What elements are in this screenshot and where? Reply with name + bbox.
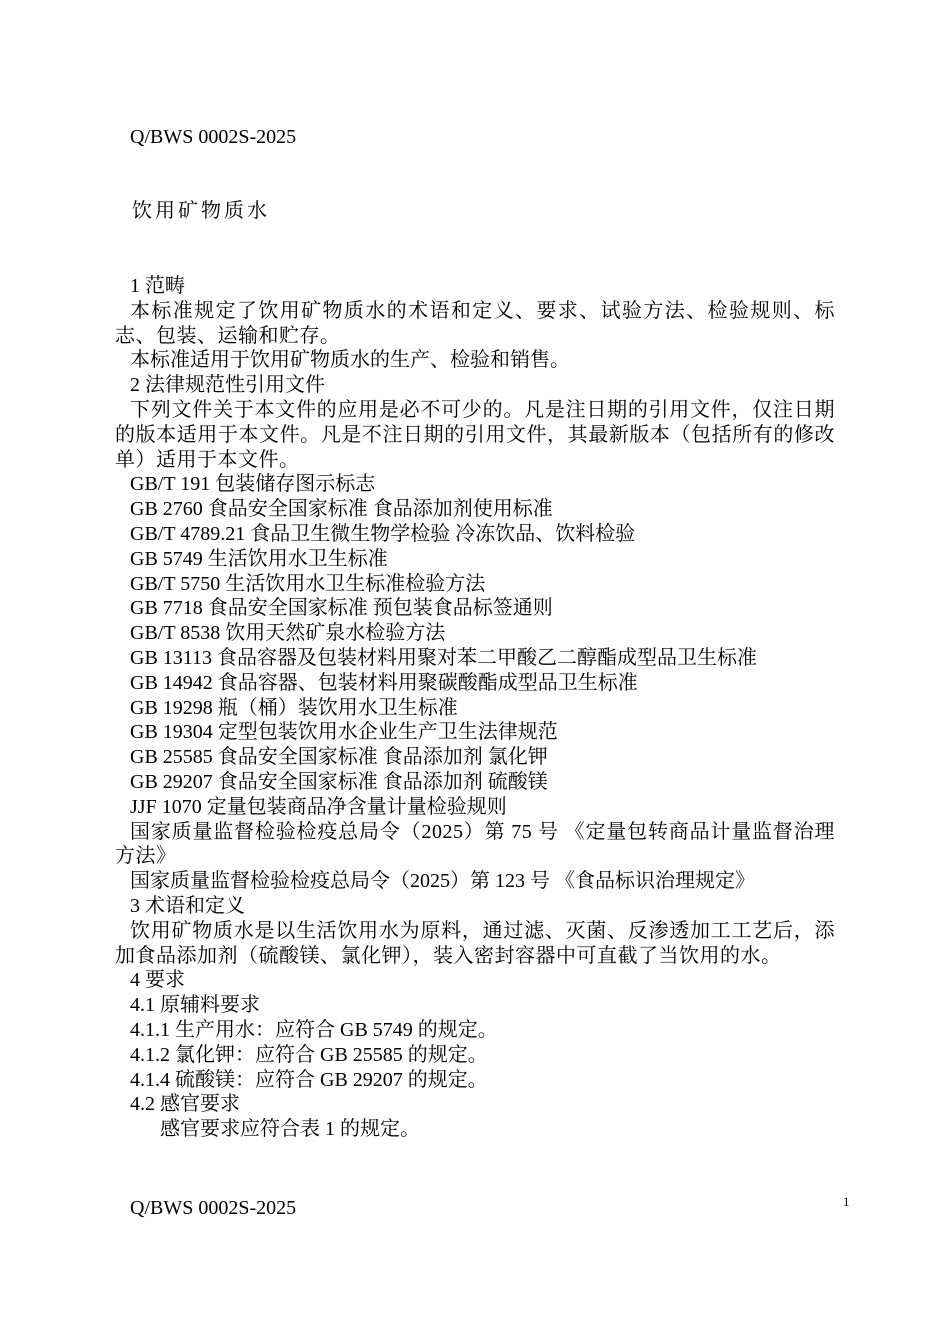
subsection-heading-raw-materials: 4.1 原辅料要求 xyxy=(130,994,260,1017)
reference-item: JJF 1070 定量包装商品净含量计量检验规则 xyxy=(130,795,507,818)
reference-item: GB/T 4789.21 食品卫生微生物学检验 冷冻饮品、饮料检验 xyxy=(130,522,636,545)
reference-item: GB 5749 生活饮用水卫生标准 xyxy=(130,547,388,570)
reference-item: GB 7718 食品安全国家标准 预包装食品标签通则 xyxy=(130,597,553,620)
document-body xyxy=(115,274,835,1142)
terms-definition-paragraph: 饮用矿物质水是以生活饮用水为原料，通过滤、灭菌、反渗透加工工艺后，添加食品添加剂（硫酸镁、氯化钾），装入密封容器中可直截了当饮用的水。 xyxy=(115,919,835,967)
requirement-item: 4.1.4 硫酸镁：应符合 GB 29207 的规定。 xyxy=(130,1068,488,1091)
section-heading-terms: 3 术语和定义 xyxy=(130,894,245,917)
reference-item: GB 19298 瓶（桶）装饮用水卫生标准 xyxy=(130,696,458,719)
reference-item: GB 14942 食品容器、包装材料用聚碳酸酯成型品卫生标准 xyxy=(130,671,638,694)
subsection-heading-sensory: 4.2 感官要求 xyxy=(130,1093,240,1116)
references-intro-paragraph: 下列文件关于本文件的应用是必不可少的。凡是注日期的引用文件，仅注日期的版本适用于本文件。凡是不注日期的引用文件，其最新版本（包括所有的修改单）适用于本文件。 xyxy=(115,398,835,471)
reference-item: GB 19304 定型包装饮用水企业生产卫生法律规范 xyxy=(130,721,558,744)
section-heading-requirements: 4 要求 xyxy=(130,969,185,992)
reference-item: GB 13113 食品容器及包装材料用聚对苯二甲酸乙二醇酯成型品卫生标准 xyxy=(130,646,758,669)
document-title: 饮用矿物质水 xyxy=(132,200,270,222)
sensory-requirement-text: 感官要求应符合表 1 的规定。 xyxy=(160,1118,420,1141)
reference-item: GB 2760 食品安全国家标准 食品添加剂使用标准 xyxy=(130,498,553,521)
reference-item-decree-123: 国家质量监督检验检疫总局令（2025）第 123 号 《食品标识治理规定》 xyxy=(130,870,755,893)
reference-item: GB/T 8538 饮用天然矿泉水检验方法 xyxy=(130,622,446,645)
section-heading-references: 2 法律规范性引用文件 xyxy=(130,374,325,397)
requirement-item: 4.1.2 氯化钾：应符合 GB 25585 的规定。 xyxy=(130,1043,488,1066)
reference-item: GB 25585 食品安全国家标准 食品添加剂 氯化钾 xyxy=(130,746,548,769)
page-number: 1 xyxy=(843,1194,850,1209)
reference-item: GB/T 191 包装储存图示标志 xyxy=(130,473,376,496)
reference-item: GB/T 5750 生活饮用水卫生标准检验方法 xyxy=(130,572,486,595)
standard-code-footer: Q/BWS 0002S-2025 xyxy=(130,1197,297,1219)
standard-code-header: Q/BWS 0002S-2025 xyxy=(130,126,297,148)
section-heading-scope: 1 范畴 xyxy=(130,275,185,297)
scope-paragraph-2: 本标准适用于饮用矿物质水的生产、检验和销售。 xyxy=(130,349,570,372)
scope-paragraph-1: 本标准规定了饮用矿物质水的术语和定义、要求、试验方法、检验规则、标志、包装、运输和贮存。 xyxy=(115,299,835,347)
reference-item-decree-75: 国家质量监督检验检疫总局令（2025）第 75 号 《定量包转商品计量监督治理方法》 xyxy=(115,820,835,868)
reference-item: GB 29207 食品安全国家标准 食品添加剂 硫酸镁 xyxy=(130,770,548,793)
requirement-item: 4.1.1 生产用水：应符合 GB 5749 的规定。 xyxy=(130,1018,498,1041)
